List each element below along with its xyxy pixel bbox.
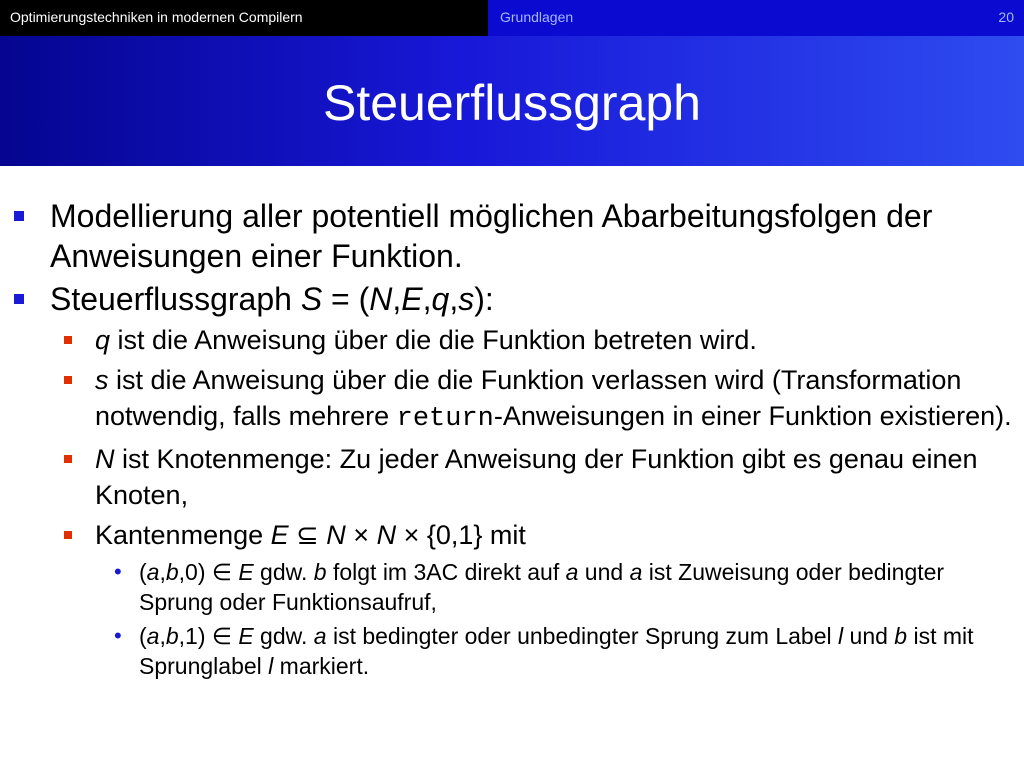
slide-title: Steuerflussgraph bbox=[322, 75, 701, 131]
round-bullet-icon: • bbox=[114, 559, 122, 584]
page-number: 20 bbox=[998, 9, 1014, 25]
var-a: a bbox=[146, 559, 160, 585]
round-bullet-icon: • bbox=[114, 623, 122, 648]
section-bar bbox=[488, 0, 1024, 36]
var-N: N bbox=[326, 520, 346, 550]
subsubbullet-edge-0 bbox=[0, 557, 1024, 617]
square-bullet-icon bbox=[14, 211, 24, 221]
text-part: folgt im 3AC direkt auf bbox=[326, 559, 566, 585]
subbullet-N bbox=[0, 441, 1024, 513]
var-s: s bbox=[95, 365, 109, 395]
bullet-text: Modellierung aller potentiell möglichen Abarbeitungsfolgen der Anweisungen einer Funktion. bbox=[50, 198, 933, 274]
square-bullet-icon bbox=[64, 336, 72, 344]
bullet-text bbox=[139, 559, 944, 615]
times-symbol: × bbox=[396, 520, 427, 550]
bullet-text bbox=[139, 623, 974, 679]
bullet-text bbox=[50, 281, 494, 317]
course-title: Optimierungstechniken in modernen Compilern bbox=[0, 0, 488, 36]
var-a: a bbox=[313, 623, 327, 649]
var-a: a bbox=[629, 559, 643, 585]
text-part: gdw. bbox=[253, 559, 314, 585]
text-part: ,0) ∈ bbox=[178, 559, 239, 585]
text-part: ( bbox=[139, 559, 147, 585]
text-part: ist Zuweisung oder bedingter Sprung oder Funktionsaufruf, bbox=[139, 559, 945, 615]
text-part: , bbox=[422, 281, 432, 317]
text-part: Kantenmenge bbox=[95, 520, 271, 550]
text-part: ist mit Sprunglabel bbox=[139, 623, 974, 679]
var-E: E bbox=[238, 623, 254, 649]
var-l: l bbox=[268, 653, 274, 679]
times-symbol: × bbox=[345, 520, 377, 550]
text-part: ist Knotenmenge: Zu jeder Anweisung der Funktion gibt es genau einen Knoten, bbox=[95, 444, 978, 510]
text-part: ist die Anweisung über die die Funktion betreten wird. bbox=[110, 325, 757, 355]
var-N: N bbox=[369, 281, 393, 317]
var-S: S bbox=[300, 281, 323, 317]
text-part: , bbox=[392, 281, 402, 317]
bullet-text bbox=[95, 365, 1012, 434]
bullet-modellierung bbox=[0, 196, 1024, 276]
var-q: q bbox=[431, 281, 450, 317]
text-part: , bbox=[159, 623, 166, 649]
text-part: -Anweisungen in einer Funktion existieren). bbox=[493, 401, 1012, 431]
text-part: ): bbox=[474, 281, 494, 317]
text-part: , bbox=[449, 281, 459, 317]
subbullet-s bbox=[0, 362, 1024, 437]
square-bullet-icon bbox=[14, 294, 24, 304]
var-E: E bbox=[270, 520, 289, 550]
text-part: ist bedingter oder unbedingter Sprung zum Label bbox=[326, 623, 839, 649]
text-part: {0,1} mit bbox=[426, 520, 526, 550]
text-part: und bbox=[843, 623, 895, 649]
var-E: E bbox=[238, 559, 254, 585]
var-N: N bbox=[376, 520, 397, 550]
var-l: l bbox=[838, 623, 844, 649]
var-s: s bbox=[458, 281, 475, 317]
var-b: b bbox=[894, 623, 908, 649]
var-E: E bbox=[401, 281, 423, 317]
var-q: q bbox=[95, 325, 111, 355]
var-b: b bbox=[165, 623, 179, 649]
code-return: return bbox=[396, 404, 494, 434]
text-part: und bbox=[578, 559, 630, 585]
subbullet-E bbox=[0, 517, 1024, 553]
var-a: a bbox=[146, 623, 160, 649]
subbullet-q bbox=[0, 322, 1024, 358]
text-part: gdw. bbox=[253, 623, 314, 649]
bullet-text bbox=[95, 520, 526, 550]
square-bullet-icon bbox=[64, 455, 72, 463]
text-part: Steuerflussgraph bbox=[50, 281, 301, 317]
text-part: = ( bbox=[322, 281, 370, 317]
bullet-steuerflussgraph bbox=[0, 279, 1024, 319]
var-b: b bbox=[165, 559, 179, 585]
title-band bbox=[0, 36, 1024, 166]
var-a: a bbox=[565, 559, 579, 585]
bullet-text bbox=[95, 444, 978, 510]
section-title: Grundlagen bbox=[500, 9, 574, 25]
text-part: ,1) ∈ bbox=[178, 623, 239, 649]
slide-header-bar bbox=[0, 0, 1024, 36]
text-part: markiert. bbox=[273, 653, 370, 679]
subsubbullet-edge-1 bbox=[0, 621, 1024, 681]
bullet-text bbox=[95, 325, 757, 355]
var-b: b bbox=[313, 559, 327, 585]
square-bullet-icon bbox=[64, 376, 72, 384]
text-part: , bbox=[159, 559, 166, 585]
square-bullet-icon bbox=[64, 531, 72, 539]
slide-content bbox=[0, 196, 1024, 685]
var-N: N bbox=[95, 444, 115, 474]
subset-symbol: ⊆ bbox=[288, 520, 327, 550]
text-part: ist die Anweisung über die die Funktion verlassen wird (Transformation notwendig, falls mehrere bbox=[95, 365, 962, 431]
text-part: ( bbox=[139, 623, 147, 649]
